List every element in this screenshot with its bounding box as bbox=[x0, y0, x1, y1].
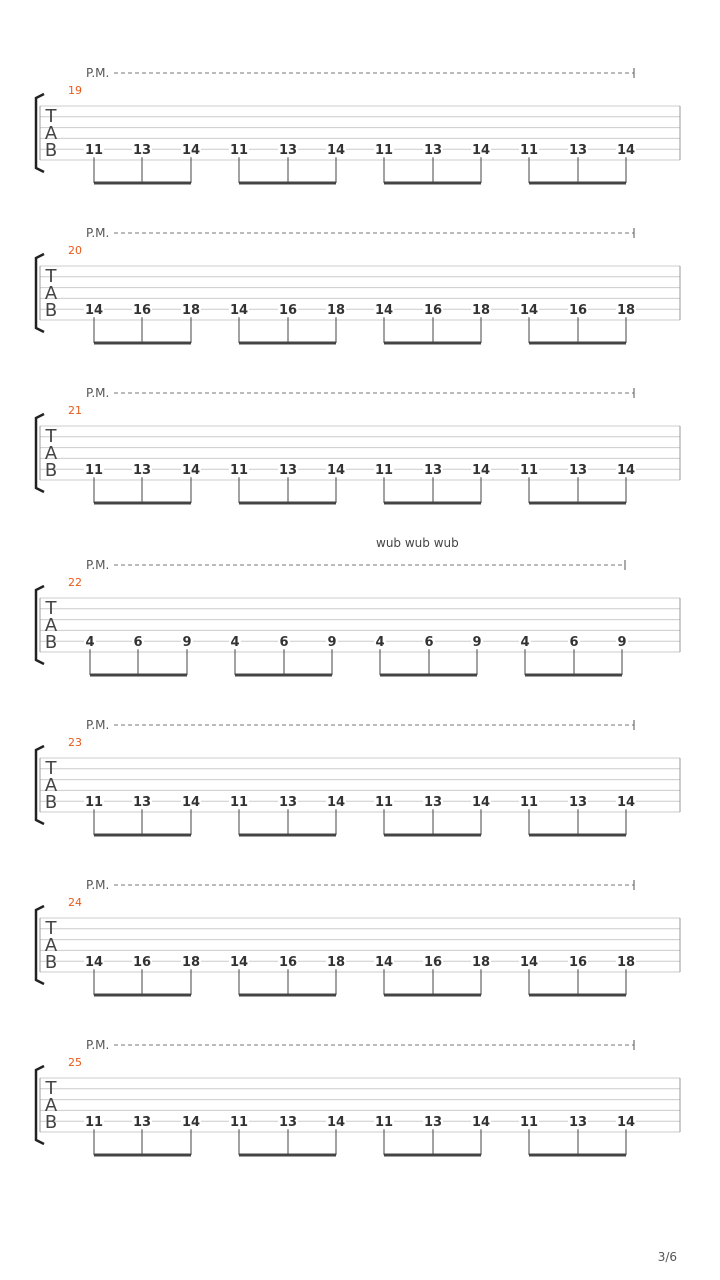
fret-number: 13 bbox=[132, 463, 152, 479]
fret-number: 11 bbox=[374, 1115, 394, 1131]
fret-number: 9 bbox=[472, 635, 482, 651]
fret-number: 4 bbox=[520, 635, 530, 651]
fret-number: 13 bbox=[132, 795, 152, 811]
fret-number: 18 bbox=[326, 955, 346, 971]
fret-number: 14 bbox=[519, 303, 539, 319]
page-number: 3/6 bbox=[657, 1250, 677, 1264]
fret-number: 11 bbox=[519, 143, 539, 159]
measure-number: 23 bbox=[68, 736, 82, 749]
fret-number: 14 bbox=[84, 303, 104, 319]
fret-number: 4 bbox=[375, 635, 385, 651]
tab-clef-letter: T bbox=[45, 758, 57, 779]
fret-number: 11 bbox=[374, 143, 394, 159]
fret-number: 11 bbox=[229, 1115, 249, 1131]
palm-mute-label: P.M. bbox=[86, 718, 110, 732]
fret-number: 4 bbox=[230, 635, 240, 651]
fret-number: 13 bbox=[132, 143, 152, 159]
fret-number: 14 bbox=[471, 795, 491, 811]
fret-number: 16 bbox=[132, 303, 152, 319]
tab-clef-letter: T bbox=[45, 598, 57, 619]
fret-number: 11 bbox=[229, 463, 249, 479]
fret-number: 11 bbox=[519, 463, 539, 479]
fret-number: 4 bbox=[85, 635, 95, 651]
fret-number: 13 bbox=[568, 463, 588, 479]
fret-number: 14 bbox=[374, 303, 394, 319]
fret-number: 14 bbox=[229, 303, 249, 319]
fret-number: 11 bbox=[84, 795, 104, 811]
fret-number: 14 bbox=[616, 795, 636, 811]
tab-clef-letter: A bbox=[44, 283, 58, 304]
fret-number: 18 bbox=[326, 303, 346, 319]
tab-clef-letter: A bbox=[44, 615, 58, 636]
tab-clef-letter: T bbox=[45, 106, 57, 127]
fret-number: 13 bbox=[278, 795, 298, 811]
palm-mute-label: P.M. bbox=[86, 558, 110, 572]
tab-clef-letter: B bbox=[44, 300, 58, 321]
fret-number: 13 bbox=[278, 143, 298, 159]
fret-number: 14 bbox=[374, 955, 394, 971]
fret-number: 18 bbox=[181, 955, 201, 971]
fret-number: 13 bbox=[278, 1115, 298, 1131]
fret-number: 13 bbox=[568, 795, 588, 811]
tab-clef-letter: A bbox=[44, 123, 58, 144]
fret-number: 16 bbox=[132, 955, 152, 971]
fret-number: 13 bbox=[423, 1115, 443, 1131]
measure-number: 20 bbox=[68, 244, 82, 257]
fret-number: 14 bbox=[181, 463, 201, 479]
palm-mute-label: P.M. bbox=[86, 386, 110, 400]
tab-clef-letter: A bbox=[44, 443, 58, 464]
fret-number: 14 bbox=[181, 795, 201, 811]
palm-mute-label: P.M. bbox=[86, 1038, 110, 1052]
tab-clef-letter: B bbox=[44, 460, 58, 481]
fret-number: 14 bbox=[519, 955, 539, 971]
fret-number: 16 bbox=[568, 303, 588, 319]
fret-number: 11 bbox=[374, 795, 394, 811]
fret-number: 11 bbox=[519, 795, 539, 811]
fret-number: 11 bbox=[519, 1115, 539, 1131]
annotation-text: wub wub wub bbox=[376, 536, 459, 550]
fret-number: 11 bbox=[84, 143, 104, 159]
fret-number: 9 bbox=[182, 635, 192, 651]
fret-number: 14 bbox=[326, 795, 346, 811]
fret-number: 16 bbox=[278, 303, 298, 319]
tab-clef-letter: B bbox=[44, 1112, 58, 1133]
fret-number: 13 bbox=[568, 143, 588, 159]
fret-number: 16 bbox=[423, 303, 443, 319]
palm-mute-label: P.M. bbox=[86, 878, 110, 892]
fret-number: 11 bbox=[229, 143, 249, 159]
tab-clef-letter: A bbox=[44, 935, 58, 956]
tab-clef-letter: T bbox=[45, 1078, 57, 1099]
fret-number: 18 bbox=[616, 955, 636, 971]
fret-number: 11 bbox=[229, 795, 249, 811]
fret-number: 18 bbox=[471, 955, 491, 971]
measure-number: 19 bbox=[68, 84, 82, 97]
fret-number: 6 bbox=[424, 635, 434, 651]
tab-clef-letter: T bbox=[45, 266, 57, 287]
fret-number: 14 bbox=[181, 1115, 201, 1131]
fret-number: 13 bbox=[278, 463, 298, 479]
fret-number: 16 bbox=[278, 955, 298, 971]
fret-number: 16 bbox=[423, 955, 443, 971]
fret-number: 9 bbox=[617, 635, 627, 651]
fret-number: 16 bbox=[568, 955, 588, 971]
fret-number: 14 bbox=[326, 143, 346, 159]
fret-number: 11 bbox=[84, 463, 104, 479]
tab-clef-letter: B bbox=[44, 632, 58, 653]
fret-number: 13 bbox=[132, 1115, 152, 1131]
fret-number: 18 bbox=[181, 303, 201, 319]
fret-number: 18 bbox=[471, 303, 491, 319]
measure-number: 22 bbox=[68, 576, 82, 589]
fret-number: 6 bbox=[279, 635, 289, 651]
tab-clef-letter: T bbox=[45, 918, 57, 939]
fret-number: 14 bbox=[471, 143, 491, 159]
fret-number: 14 bbox=[616, 463, 636, 479]
fret-number: 6 bbox=[133, 635, 143, 651]
fret-number: 6 bbox=[569, 635, 579, 651]
fret-number: 13 bbox=[423, 143, 443, 159]
fret-number: 13 bbox=[423, 795, 443, 811]
fret-number: 11 bbox=[374, 463, 394, 479]
palm-mute-label: P.M. bbox=[86, 226, 110, 240]
fret-number: 14 bbox=[229, 955, 249, 971]
fret-number: 14 bbox=[616, 143, 636, 159]
fret-number: 14 bbox=[471, 1115, 491, 1131]
fret-number: 18 bbox=[616, 303, 636, 319]
tab-clef-letter: B bbox=[44, 140, 58, 161]
fret-number: 14 bbox=[181, 143, 201, 159]
fret-number: 14 bbox=[471, 463, 491, 479]
fret-number: 14 bbox=[84, 955, 104, 971]
measure-number: 24 bbox=[68, 896, 82, 909]
fret-number: 13 bbox=[423, 463, 443, 479]
tab-clef-letter: A bbox=[44, 1095, 58, 1116]
palm-mute-label: P.M. bbox=[86, 66, 110, 80]
tab-clef-letter: B bbox=[44, 952, 58, 973]
tab-clef-letter: A bbox=[44, 775, 58, 796]
measure-number: 21 bbox=[68, 404, 82, 417]
fret-number: 14 bbox=[326, 1115, 346, 1131]
fret-number: 9 bbox=[327, 635, 337, 651]
tab-clef-letter: T bbox=[45, 426, 57, 447]
fret-number: 11 bbox=[84, 1115, 104, 1131]
fret-number: 14 bbox=[326, 463, 346, 479]
fret-number: 13 bbox=[568, 1115, 588, 1131]
fret-number: 14 bbox=[616, 1115, 636, 1131]
tab-clef-letter: B bbox=[44, 792, 58, 813]
measure-number: 25 bbox=[68, 1056, 82, 1069]
